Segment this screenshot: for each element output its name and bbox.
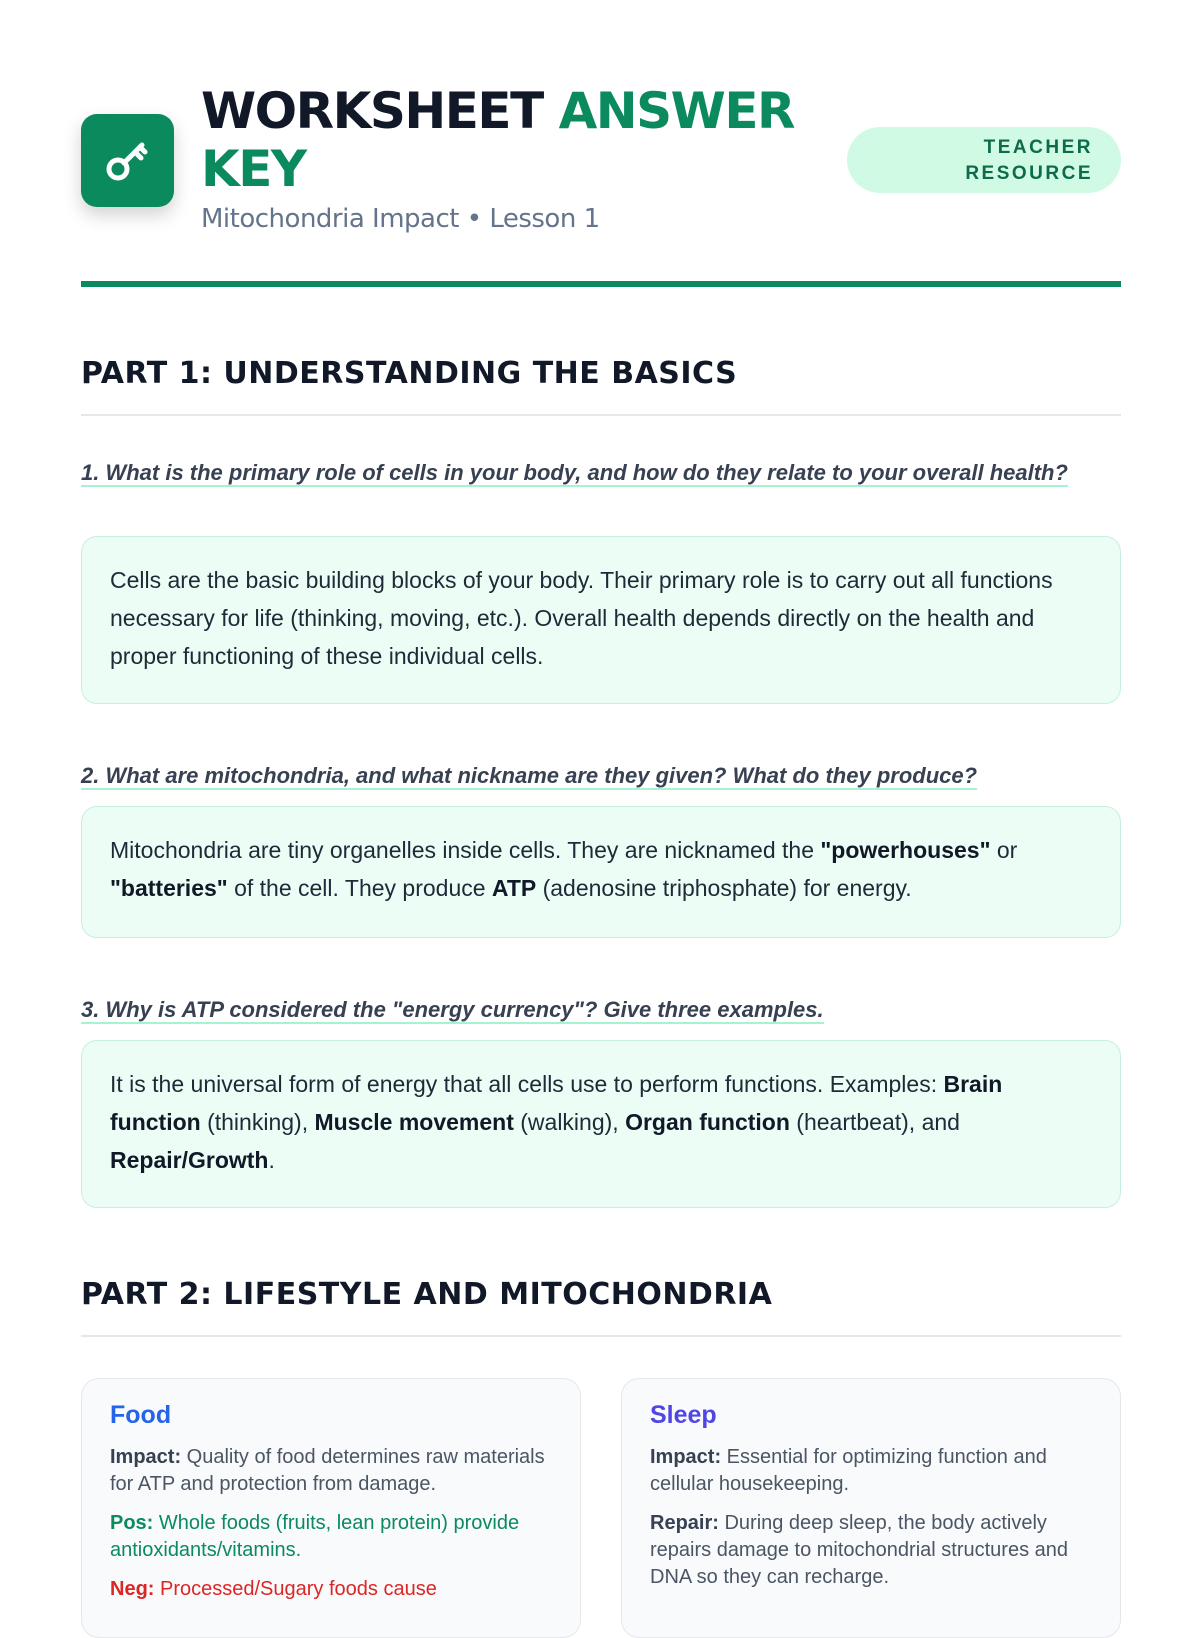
sleep-impact <box>650 1444 1092 1498</box>
answer-2-text: or <box>990 837 1018 863</box>
sleep-impact-text: Essential for optimizing function and cellular housekeeping. <box>650 1446 1047 1495</box>
answer-2-text: (adenosine triphosphate) for energy. <box>536 875 912 901</box>
sleep-impact-label: Impact: <box>650 1446 722 1468</box>
answer-2-text: Mitochondria are tiny organelles inside cells. They are nicknamed the <box>110 837 821 863</box>
answer-3-text: (walking), <box>513 1109 626 1135</box>
answer-3-text: It is the universal form of energy that all cells use to perform functions. Examples: <box>110 1071 944 1097</box>
part1-title: PART 1: UNDERSTANDING THE BASICS <box>81 356 738 391</box>
answer-2 <box>81 806 1121 938</box>
food-impact-text: Quality of food determines raw materials for ATP and protection from damage. <box>110 1446 545 1495</box>
part1-divider <box>81 414 1121 416</box>
part2-title: PART 2: LIFESTYLE AND MITOCHONDRIA <box>81 1277 773 1312</box>
teacher-resource-badge <box>847 127 1121 193</box>
title-accent: ANSWER KEY <box>201 82 794 198</box>
sleep-card-title: Sleep <box>650 1401 717 1429</box>
title-block <box>201 82 821 234</box>
answer-3-term-muscle: Muscle movement <box>314 1109 514 1135</box>
page-title <box>201 82 821 198</box>
worksheet-header <box>81 82 1121 242</box>
answer-3-text: (thinking), <box>200 1109 315 1135</box>
food-pos-label: Pos: <box>110 1512 154 1534</box>
page-subtitle: Mitochondria Impact • Lesson 1 <box>201 204 600 234</box>
food-neg-text: Processed/Sugary foods cause <box>154 1578 437 1600</box>
question-2-text: 2. What are mitochondria, and what nickname are they given? What do they produce? <box>81 763 978 788</box>
part2-divider <box>81 1335 1121 1337</box>
answer-2-term-powerhouses: "powerhouses" <box>820 837 991 863</box>
food-positive <box>110 1510 552 1564</box>
sleep-repair <box>650 1510 1092 1591</box>
food-pos-text: Whole foods (fruits, lean protein) provide antioxidants/vitamins. <box>110 1512 520 1561</box>
badge-line-2: RESOURCE <box>965 163 1093 184</box>
food-negative <box>110 1576 552 1603</box>
answer-2-term-batteries: "batteries" <box>110 875 228 901</box>
key-icon <box>81 114 174 207</box>
answer-2-text: of the cell. They produce <box>227 875 492 901</box>
food-card-title: Food <box>110 1401 172 1429</box>
title-main: WORKSHEET <box>201 82 543 140</box>
sleep-repair-text: During deep sleep, the body actively repairs damage to mitochondrial structures and DNA so they can recharge. <box>650 1512 1068 1588</box>
question-2 <box>81 759 1081 793</box>
answer-2-term-atp: ATP <box>491 875 537 901</box>
sleep-card <box>621 1378 1121 1638</box>
answer-3-term-brain: Brain function <box>110 1071 1003 1135</box>
question-3-text: 3. Why is ATP considered the "energy currency"? Give three examples. <box>81 997 824 1022</box>
question-1 <box>81 456 1081 490</box>
header-divider <box>81 281 1121 287</box>
food-impact-label: Impact: <box>110 1446 182 1468</box>
sleep-repair-label: Repair: <box>650 1512 719 1534</box>
answer-3-text: . <box>268 1147 275 1173</box>
question-3 <box>81 993 1081 1027</box>
food-card <box>81 1378 581 1638</box>
answer-3-term-repair: Repair/Growth <box>110 1147 269 1173</box>
food-neg-label: Neg: <box>110 1578 155 1600</box>
answer-3-text: (heartbeat), and <box>789 1109 960 1135</box>
food-impact <box>110 1444 552 1498</box>
answer-1: Cells are the basic building blocks of your body. Their primary role is to carry out all functions necessary for life (thinking, moving, etc.). Overall health depends directly on the health and proper functioning of these individual cells. <box>81 536 1121 704</box>
answer-3-term-organ: Organ function <box>625 1109 790 1135</box>
answer-3 <box>81 1040 1121 1208</box>
badge-line-1: TEACHER <box>983 137 1093 158</box>
question-1-text: 1. What is the primary role of cells in your body, and how do they relate to your overall health? <box>81 460 1068 485</box>
